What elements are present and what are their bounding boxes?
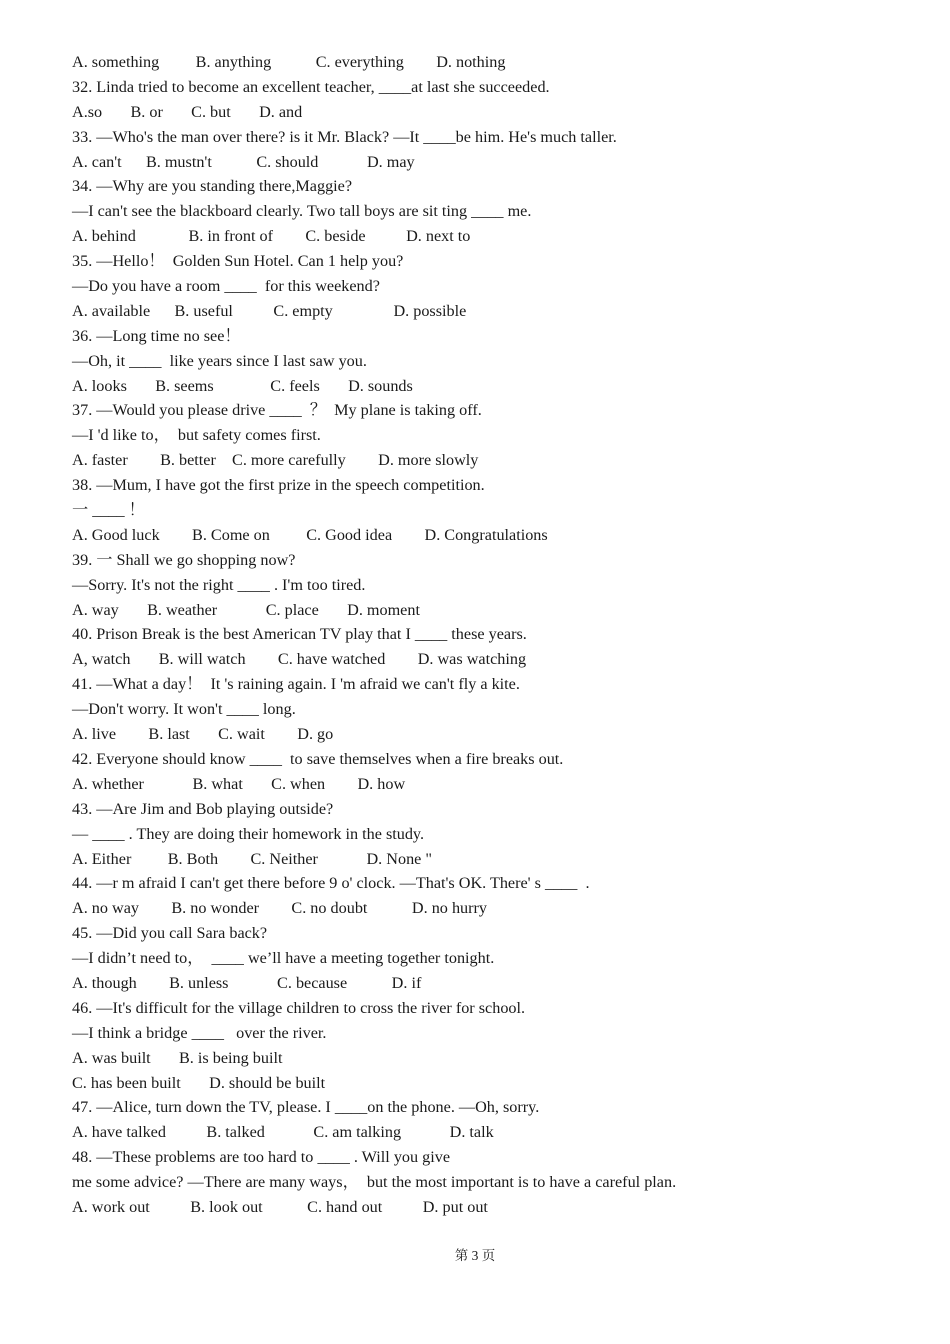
question-33: 33. —Who's the man over there? is it Mr. Black? —It ____be him. He's much taller. xyxy=(72,127,617,146)
options-47: A. have talked B. talked C. am talking D. talk xyxy=(72,1123,494,1142)
options-42: A. whether B. what C. when D. how xyxy=(72,774,406,793)
options-35: A. available B. useful C. empty D. possible xyxy=(72,301,467,320)
options-37: A. faster B. better C. more carefully D. more slowly xyxy=(72,451,479,470)
question-37: 37. —Would you please drive ____ ？ My plane is taking off. xyxy=(72,401,482,420)
question-35: 35. —Hello！ Golden Sun Hotel. Can 1 help you? xyxy=(72,252,404,271)
question-44: 44. —r m afraid I can't get there before 9 o' clock. —That's OK. There' s ____ . xyxy=(72,874,590,893)
options-46-cd: C. has been built D. should be built xyxy=(72,1073,326,1092)
options-36: A. looks B. seems C. feels D. sounds xyxy=(72,376,413,395)
options-38: A. Good luck B. Come on C. Good idea D. Congratulations xyxy=(72,525,548,544)
question-38-reply: 一 ____ ！ xyxy=(72,501,145,520)
page-number: 第 3 页 xyxy=(454,1248,496,1263)
question-37-reply: —I 'd like to， but safety comes first. xyxy=(72,426,321,445)
question-45-reply: —I didn’t need to， ____ we’ll have a meeting together tonight. xyxy=(72,949,495,968)
question-43: 43. —Are Jim and Bob playing outside? xyxy=(72,799,334,818)
options-46-ab: A. was built B. is being built xyxy=(72,1048,283,1067)
question-34: 34. —Why are you standing there,Maggie? xyxy=(72,177,353,196)
question-32: 32. Linda tried to become an excellent teacher, ____at last she succeeded. xyxy=(72,77,550,96)
question-46: 46. —It's difficult for the village children to cross the river for school. xyxy=(72,998,526,1017)
options-39: A. way B. weather C. place D. moment xyxy=(72,600,420,619)
options-34: A. behind B. in front of C. beside D. next to xyxy=(72,227,471,246)
options-43: A. Either B. Both C. Neither D. None " xyxy=(72,849,432,868)
question-42: 42. Everyone should know ____ to save themselves when a fire breaks out. xyxy=(72,749,564,768)
question-36-reply: —Oh, it ____ like years since I last saw you. xyxy=(72,351,367,370)
question-38: 38. —Mum, I have got the first prize in the speech competition. xyxy=(72,476,485,495)
options-33: A. can't B. mustn't C. should D. may xyxy=(72,152,415,171)
question-41-reply: —Don't worry. It won't ____ long. xyxy=(72,700,296,719)
question-39: 39. 一 Shall we go shopping now? xyxy=(72,550,296,569)
question-36: 36. —Long time no see！ xyxy=(72,326,241,345)
options-40: A, watch B. will watch C. have watched D. was watching xyxy=(72,650,527,669)
question-34-reply: —I can't see the blackboard clearly. Two tall boys are sit ting ____ me. xyxy=(72,202,532,221)
question-48-cont: me some advice? —There are many ways， but the most important is to have a careful plan. xyxy=(72,1173,677,1192)
question-41: 41. —What a day！ It 's raining again. I 'm afraid we can't fly a kite. xyxy=(72,675,520,694)
question-47: 47. —Alice, turn down the TV, please. I ____on the phone. —Oh, sorry. xyxy=(72,1098,540,1117)
options-41: A. live B. last C. wait D. go xyxy=(72,725,334,744)
question-48: 48. —These problems are too hard to ____ . Will you give xyxy=(72,1148,451,1167)
option-line-31: A. something B. anything C. everything D. nothing xyxy=(72,53,506,71)
question-45: 45. —Did you call Sara back? xyxy=(72,924,268,943)
options-45: A. though B. unless C. because D. if xyxy=(72,973,422,992)
question-40: 40. Prison Break is the best American TV play that I ____ these years. xyxy=(72,625,527,644)
exam-page xyxy=(72,50,892,1220)
question-39-reply: —Sorry. It's not the right ____ . I'm too tired. xyxy=(72,575,366,594)
question-46-reply: —I think a bridge ____ over the river. xyxy=(72,1023,327,1042)
options-32: A.so B. or C. but D. and xyxy=(72,102,303,121)
question-43-reply: — ____ . They are doing their homework in the study. xyxy=(72,824,425,843)
options-48: A. work out B. look out C. hand out D. put out xyxy=(72,1197,488,1216)
options-44: A. no way B. no wonder C. no doubt D. no hurry xyxy=(72,899,488,918)
question-35-reply: —Do you have a room ____ for this weekend? xyxy=(72,277,380,296)
